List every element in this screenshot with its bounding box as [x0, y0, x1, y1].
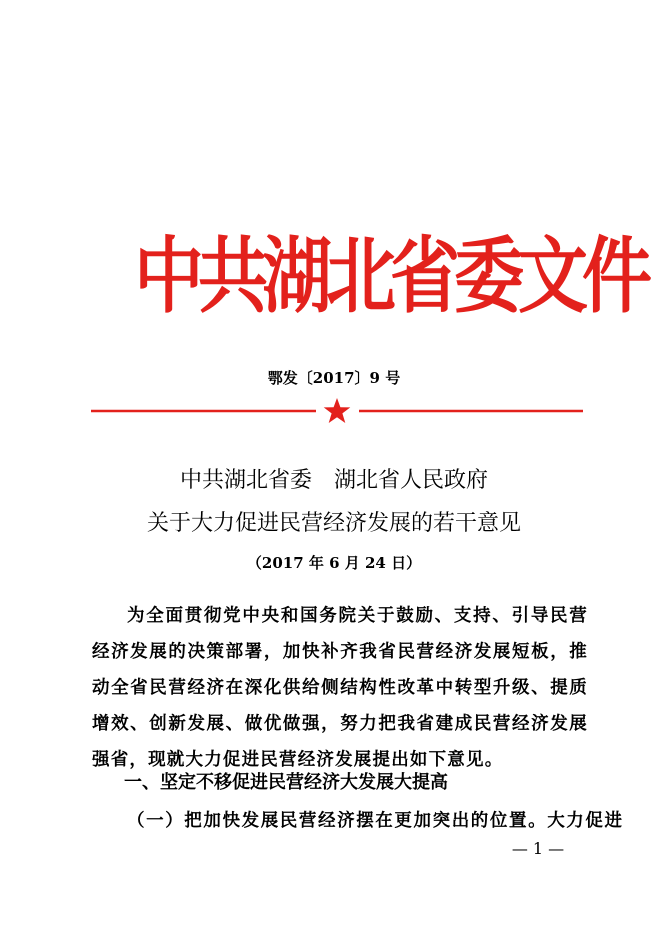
page-number: — 1 —: [511, 839, 565, 858]
masthead-title: 中共湖北省委文件: [134, 227, 646, 325]
red-divider-with-star: [91, 398, 583, 424]
intro-paragraph: 为全面贯彻党中央和国务院关于鼓励、支持、引导民营经济发展的决策部署，加快补齐我省民营经济发展短板，推动全省民营经济在深化供给侧结构性改革中转型升级、提质增效、创新发展、做优做强，努力把我省建成民营经济发展强省，现就大力促进民营经济发展提出如下意见。: [92, 606, 588, 770]
section-heading-1: 一、坚定不移促进民营经济大发展大提高: [124, 772, 448, 793]
document-number: 鄂发〔2017〕9 号: [267, 369, 401, 387]
red-star-icon: [324, 398, 351, 423]
document-date: （2017 年 6 月 24 日）: [246, 554, 422, 572]
subsection-1-text: （一）把加快发展民营经济摆在更加突出的位置。大力促进: [127, 811, 624, 831]
document-title-line-1: 中共湖北省委 湖北省人民政府: [179, 468, 488, 493]
intro-section: [92, 598, 588, 778]
subsection-1: [92, 803, 624, 839]
document-title-line-2: 关于大力促进民营经济发展的若干意见: [146, 511, 521, 536]
